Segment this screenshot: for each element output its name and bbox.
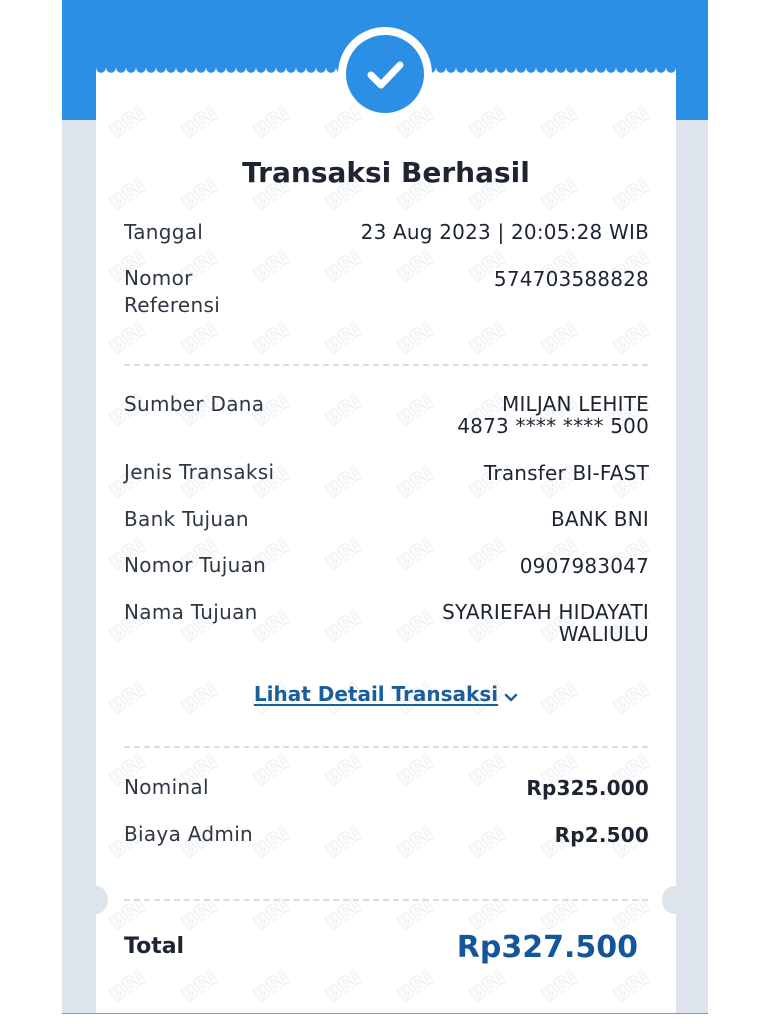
divider bbox=[124, 899, 648, 901]
total-value: Rp327.500 bbox=[456, 930, 638, 965]
nominal-label: Nominal bbox=[124, 775, 209, 799]
tanggal-label: Tanggal bbox=[124, 220, 204, 244]
watermark-pattern bbox=[96, 74, 676, 1014]
jenis-transaksi-value: Transfer BI-FAST bbox=[483, 461, 649, 485]
biaya-admin-label: Biaya Admin bbox=[124, 822, 254, 846]
bottom-border bbox=[62, 1013, 708, 1014]
receipt-notch-right bbox=[662, 886, 686, 914]
nama-tujuan-line2: WALIULU bbox=[558, 622, 649, 646]
bank-tujuan-label: Bank Tujuan bbox=[124, 507, 249, 531]
check-icon bbox=[346, 35, 424, 113]
detail-link-label: Lihat Detail Transaksi bbox=[253, 682, 499, 706]
nominal-value: Rp325.000 bbox=[526, 776, 649, 800]
divider bbox=[124, 746, 648, 748]
success-badge bbox=[338, 27, 432, 121]
chevron-down-icon bbox=[504, 684, 518, 708]
receipt-card bbox=[96, 74, 676, 1014]
sumber-dana-name: MILJAN LEHITE bbox=[501, 392, 649, 416]
nomor-tujuan-value: 0907983047 bbox=[519, 554, 649, 578]
biaya-admin-value: Rp2.500 bbox=[554, 823, 649, 847]
referensi-value: 574703588828 bbox=[493, 267, 649, 291]
nama-tujuan-label: Nama Tujuan bbox=[124, 600, 258, 624]
bank-tujuan-value: BANK BNI bbox=[550, 507, 649, 531]
detail-transaction-link[interactable] bbox=[96, 682, 676, 708]
nomor-tujuan-label: Nomor Tujuan bbox=[124, 553, 267, 577]
divider bbox=[124, 364, 648, 366]
referensi-label-line1: Nomor bbox=[124, 266, 193, 290]
sumber-dana-label: Sumber Dana bbox=[124, 392, 265, 416]
receipt-notch-left bbox=[84, 886, 108, 914]
jenis-transaksi-label: Jenis Transaksi bbox=[124, 460, 275, 484]
total-label: Total bbox=[124, 934, 185, 959]
nama-tujuan-line1: SYARIEFAH HIDAYATI bbox=[442, 600, 649, 624]
page-title: Transaksi Berhasil bbox=[242, 156, 530, 189]
tanggal-value: 23 Aug 2023 | 20:05:28 WIB bbox=[360, 220, 649, 244]
referensi-label-line2: Referensi bbox=[124, 293, 221, 317]
sumber-dana-account: 4873 **** **** 500 bbox=[457, 414, 649, 438]
